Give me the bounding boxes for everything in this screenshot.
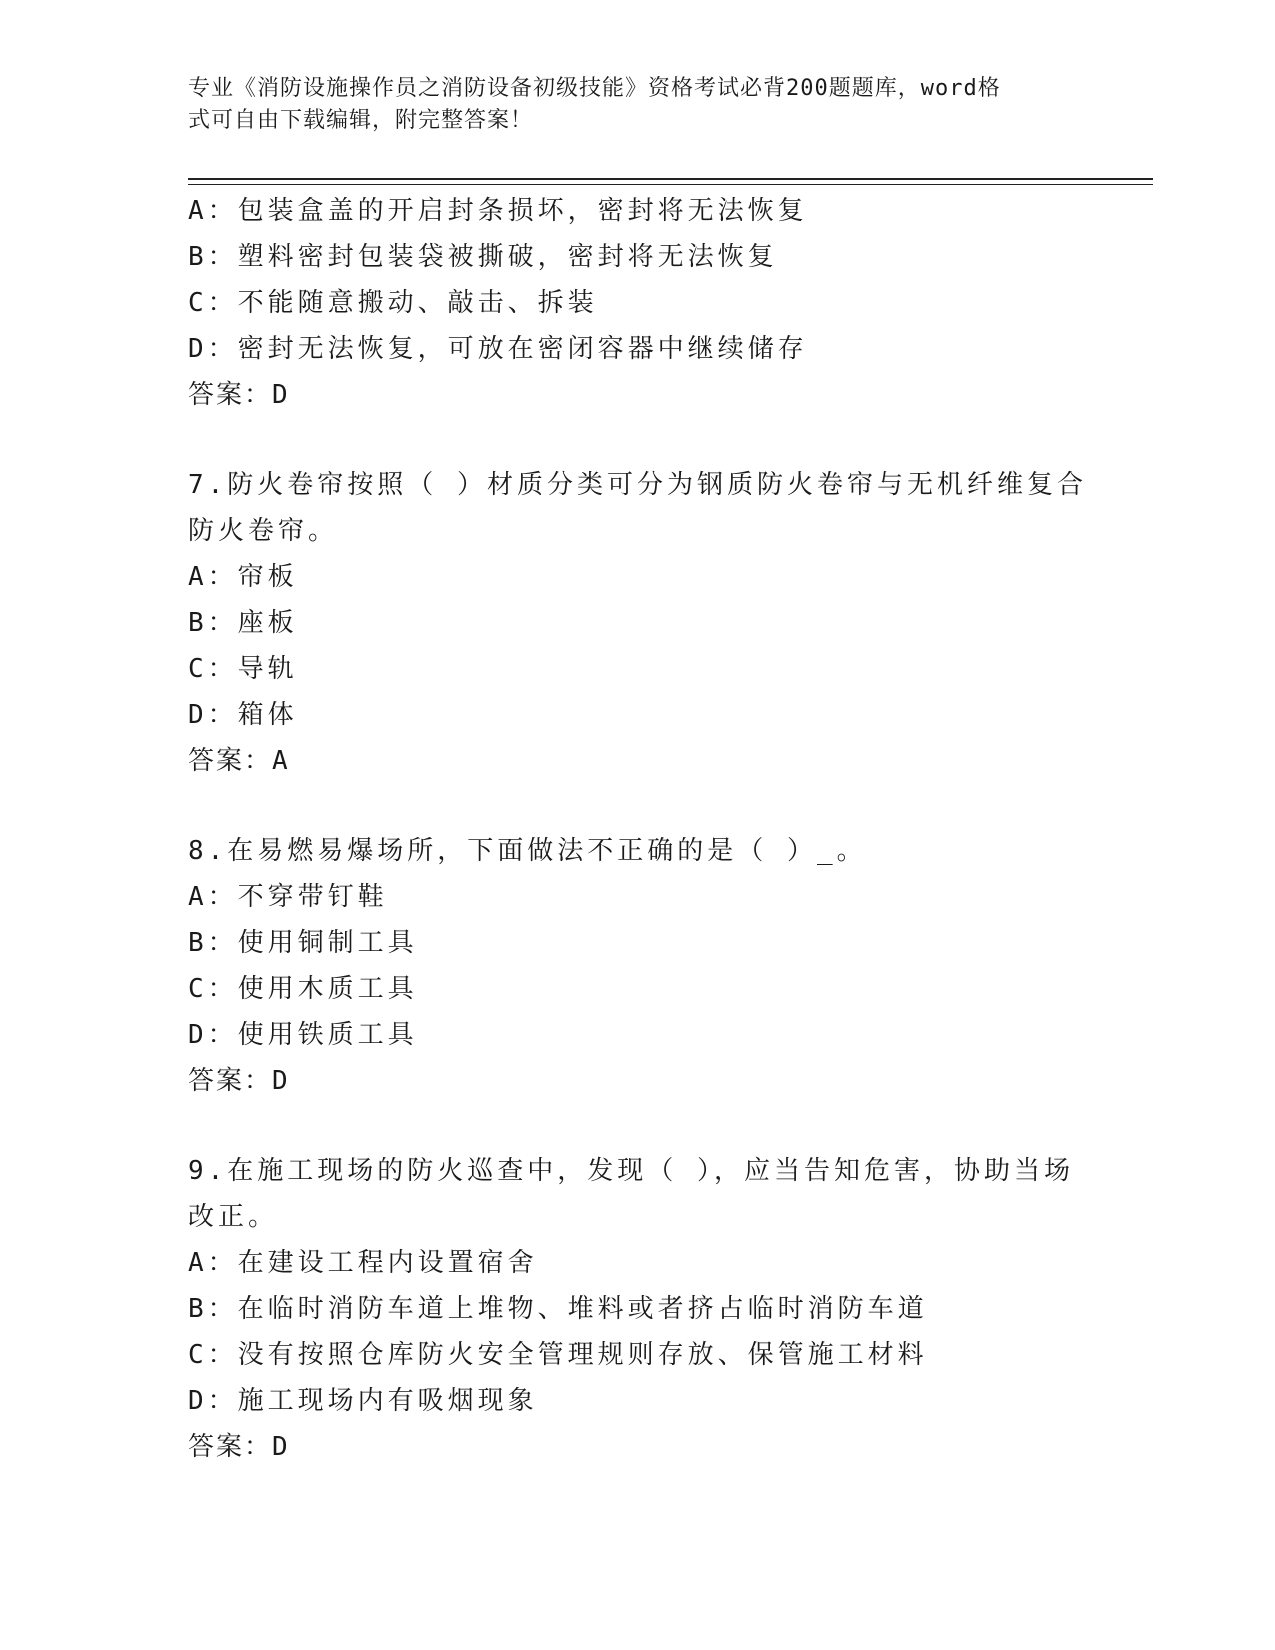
option-d: D：施工现场内有吸烟现象 [188,1386,538,1416]
question-text: 9.在施工现场的防火巡查中，发现（ ），应当告知危害，协助当场 [188,1156,1074,1186]
header-line-2: 式可自由下载编辑，附完整答案！ [188,108,534,133]
header-divider-thick [188,178,1153,180]
option-b: B：在临时消防车道上堆物、堆料或者挤占临时消防车道 [188,1294,928,1324]
option-a: A：在建设工程内设置宿舍 [188,1248,538,1278]
option-d: D：使用铁质工具 [188,1020,418,1050]
question-block-8 [188,828,1088,1104]
spacer [188,784,1088,828]
option-b: B：使用铜制工具 [188,928,418,958]
question-text: 8.在易燃易爆场所，下面做法不正确的是（ ）_。 [188,836,867,866]
option-b: B：塑料密封包装袋被撕破，密封将无法恢复 [188,242,778,272]
answer-line: 答案：D [188,1066,290,1096]
question-text: 7.防火卷帘按照（ ）材质分类可分为钢质防火卷帘与无机纤维复合 [188,470,1087,500]
question-text-continued: 防火卷帘。 [188,516,339,546]
spacer [188,418,1088,462]
answer-line: 答案：D [188,380,290,410]
option-a: A：包装盒盖的开启封条损坏，密封将无法恢复 [188,196,808,226]
header-line-1: 专业《消防设施操作员之消防设备初级技能》资格考试必背200题题库，word格 [188,76,1001,101]
option-d: D：箱体 [188,700,298,730]
header-divider-thin [188,184,1153,185]
option-c: C：导轨 [188,654,298,684]
option-a: A：帘板 [188,562,298,592]
question-block-9 [188,1148,1088,1470]
spacer [188,1104,1088,1148]
document-header [188,73,1068,137]
option-a: A：不穿带钉鞋 [188,882,388,912]
answer-line: 答案：D [188,1432,290,1462]
question-block-7 [188,462,1088,784]
option-b: B：座板 [188,608,298,638]
question-text-continued: 改正。 [188,1202,279,1232]
option-c: C：不能随意搬动、敲击、拆装 [188,288,598,318]
question-block-6 [188,188,1088,418]
answer-line: 答案：A [188,746,290,776]
option-c: C：使用木质工具 [188,974,418,1004]
question-list [188,188,1088,1470]
option-c: C：没有按照仓库防火安全管理规则存放、保管施工材料 [188,1340,928,1370]
option-d: D：密封无法恢复，可放在密闭容器中继续储存 [188,334,808,364]
